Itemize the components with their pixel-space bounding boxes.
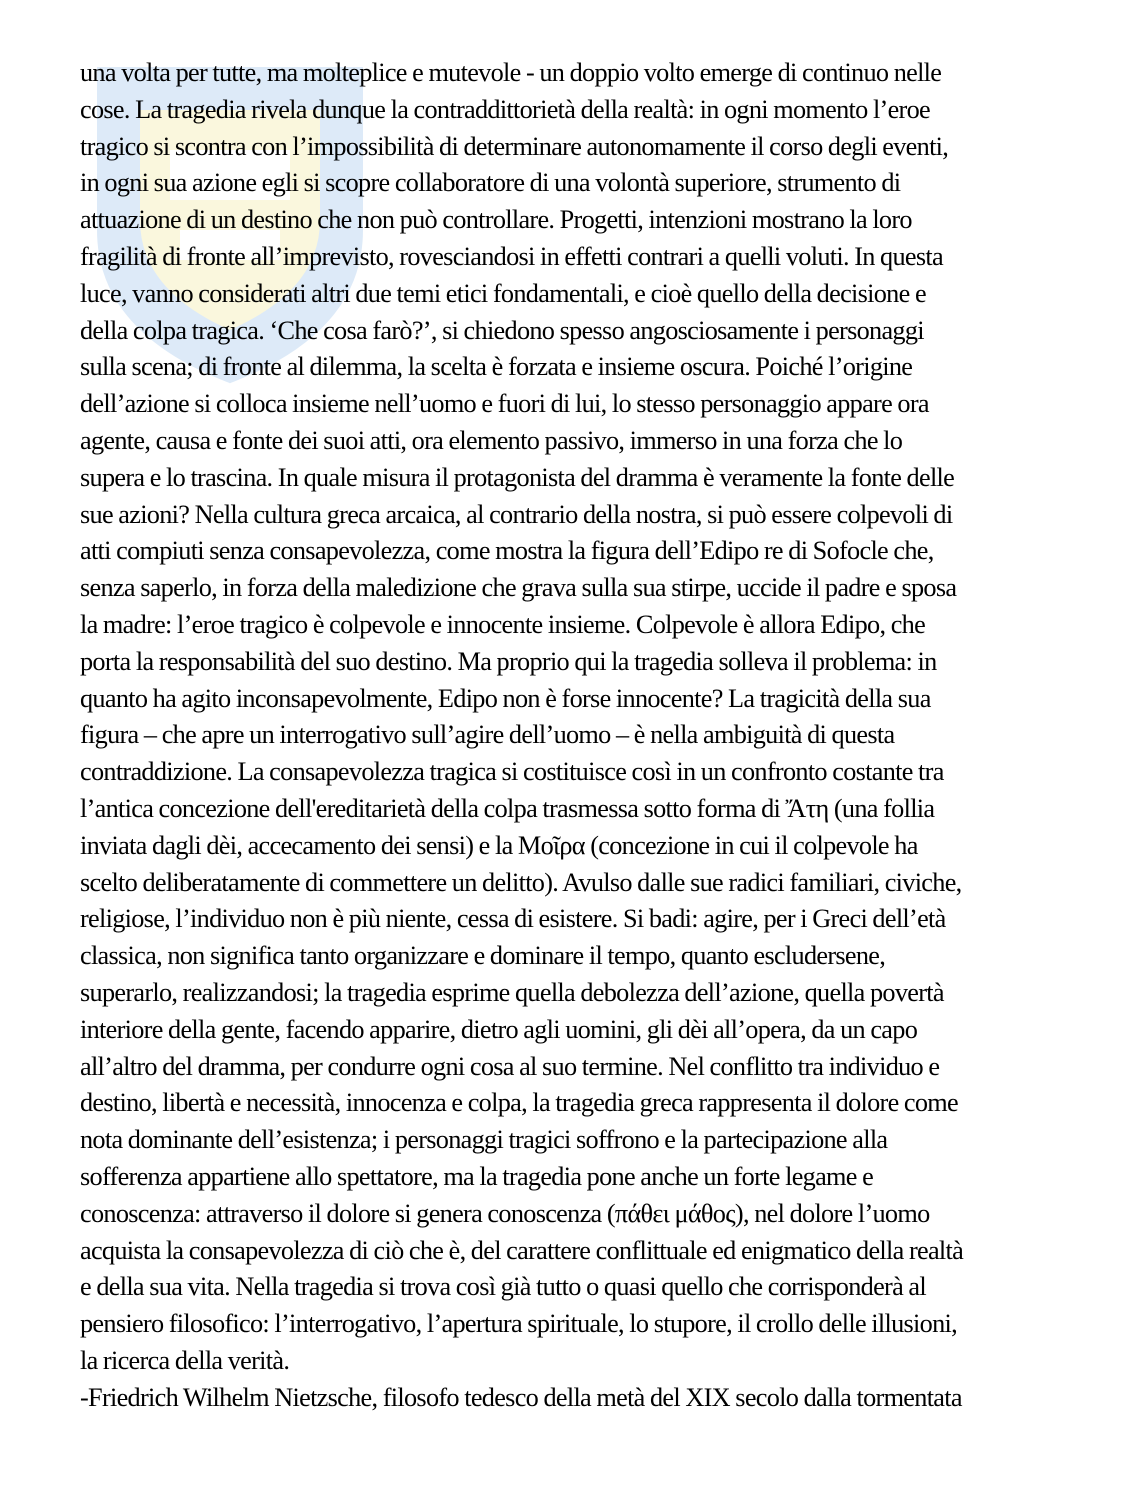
text-line: tragico si scontra con l’impossibilità di determinare autonomamente il corso degli eventi,: [80, 130, 949, 161]
text-line: superarlo, realizzandosi; la tragedia esprime quella debolezza dell’azione, quella povertà: [80, 976, 944, 1007]
text-line: e della sua vita. Nella tragedia si trova così già tutto o quasi quello che corrisponderà al: [80, 1271, 926, 1302]
text-line: destino, libertà e necessità, innocenza e colpa, la tragedia greca rappresenta il dolore come: [80, 1087, 959, 1118]
text-line: la ricerca della verità.: [80, 1344, 290, 1375]
text-line: quanto ha agito inconsapevolmente, Edipo non è forse innocente? La tragicità della sua: [80, 682, 931, 713]
text-line: acquista la consapevolezza di ciò che è, del carattere conflittuale ed enigmatico della realtà: [80, 1234, 964, 1265]
text-line: senza saperlo, in forza della maledizione che grava sulla sua stirpe, uccide il padre e sposa: [80, 572, 957, 603]
text-line: sulla scena; di fronte al dilemma, la scelta è forzata e insieme oscura. Poiché l’origine: [80, 351, 913, 382]
text-line: cose. La tragedia rivela dunque la contraddittorietà della realtà: in ogni momento l’eroe: [80, 93, 930, 124]
text-line: della colpa tragica. ‘Che cosa farò?’, si chiedono spesso angosciosamente i personaggi: [80, 314, 924, 345]
text-line: religiose, l’individuo non è più niente, cessa di esistere. Si badi: agire, per i Greci dell’età: [80, 903, 946, 934]
text-line: la madre: l’eroe tragico è colpevole e innocente insieme. Colpevole è allora Edipo, che: [80, 608, 926, 639]
text-line: -Friedrich Wilhelm Nietzsche, filosofo tedesco della metà del XIX secolo dalla tormentata: [80, 1381, 962, 1412]
text-line: in ogni sua azione egli si scopre collaboratore di una volontà superiore, strumento di: [80, 167, 901, 198]
text-line: l’antica concezione dell'ereditarietà della colpa trasmessa sotto forma di Ἄτη (una follia: [80, 792, 935, 823]
text-line: scelto deliberatamente di commettere un delitto). Avulso dalle sue radici familiari, civiche,: [80, 866, 962, 897]
text-line: contraddizione. La consapevolezza tragica si costituisce così in un confronto costante tra: [80, 756, 944, 787]
text-line: agente, causa e fonte dei suoi atti, ora elemento passivo, immerso in una forza che lo: [80, 424, 903, 455]
text-line: interiore della gente, facendo apparire, dietro agli uomini, gli dèi all’opera, da un capo: [80, 1013, 918, 1044]
text-line: una volta per tutte, ma molteplice e mutevole - un doppio volto emerge di continuo nelle: [80, 57, 942, 87]
text-line: atti compiuti senza consapevolezza, come mostra la figura dell’Edipo re di Sofocle che,: [80, 535, 934, 566]
text-line: all’altro del dramma, per condurre ogni cosa al suo termine. Nel conflitto tra individuo e: [80, 1050, 940, 1081]
text-line: figura – che apre un interrogativo sull’agire dell’uomo – è nella ambiguità di questa: [80, 719, 895, 750]
document-body: [80, 54, 1080, 1415]
text-line: dell’azione si colloca insieme nell’uomo e fuori di lui, lo stesso personaggio appare ora: [80, 388, 929, 419]
text-line: nota dominante dell’esistenza; i personaggi tragici soffrono e la partecipazione alla: [80, 1124, 888, 1155]
text-line: supera e lo trascina. In quale misura il protagonista del dramma è veramente la fonte delle: [80, 461, 955, 492]
text-line: porta la responsabilità del suo destino. Ma proprio qui la tragedia solleva il problema: in: [80, 645, 937, 676]
text-line: sue azioni? Nella cultura greca arcaica, al contrario della nostra, si può essere colpevoli di: [80, 498, 953, 529]
text-line: classica, non significa tanto organizzare e dominare il tempo, quanto escludersene,: [80, 940, 886, 971]
text-line: fragilità di fronte all’imprevisto, rovesciandosi in effetti contrari a quelli voluti. In questa: [80, 240, 943, 271]
text-line: luce, vanno considerati altri due temi etici fondamentali, e cioè quello della decisione e: [80, 277, 926, 308]
text-line: attuazione di un destino che non può controllare. Progetti, intenzioni mostrano la loro: [80, 204, 912, 235]
text-line: inviata dagli dèi, accecamento dei sensi) e la Μοῖρα (concezione in cui il colpevole ha: [80, 829, 918, 860]
text-line: pensiero filosofico: l’interrogativo, l’apertura spirituale, lo stupore, il crollo delle illusioni,: [80, 1308, 957, 1339]
text-line: sofferenza appartiene allo spettatore, ma la tragedia pone anche un forte legame e: [80, 1160, 874, 1191]
text-line: conoscenza: attraverso il dolore si genera conoscenza (πάθει μάθος), nel dolore l’uomo: [80, 1197, 930, 1228]
